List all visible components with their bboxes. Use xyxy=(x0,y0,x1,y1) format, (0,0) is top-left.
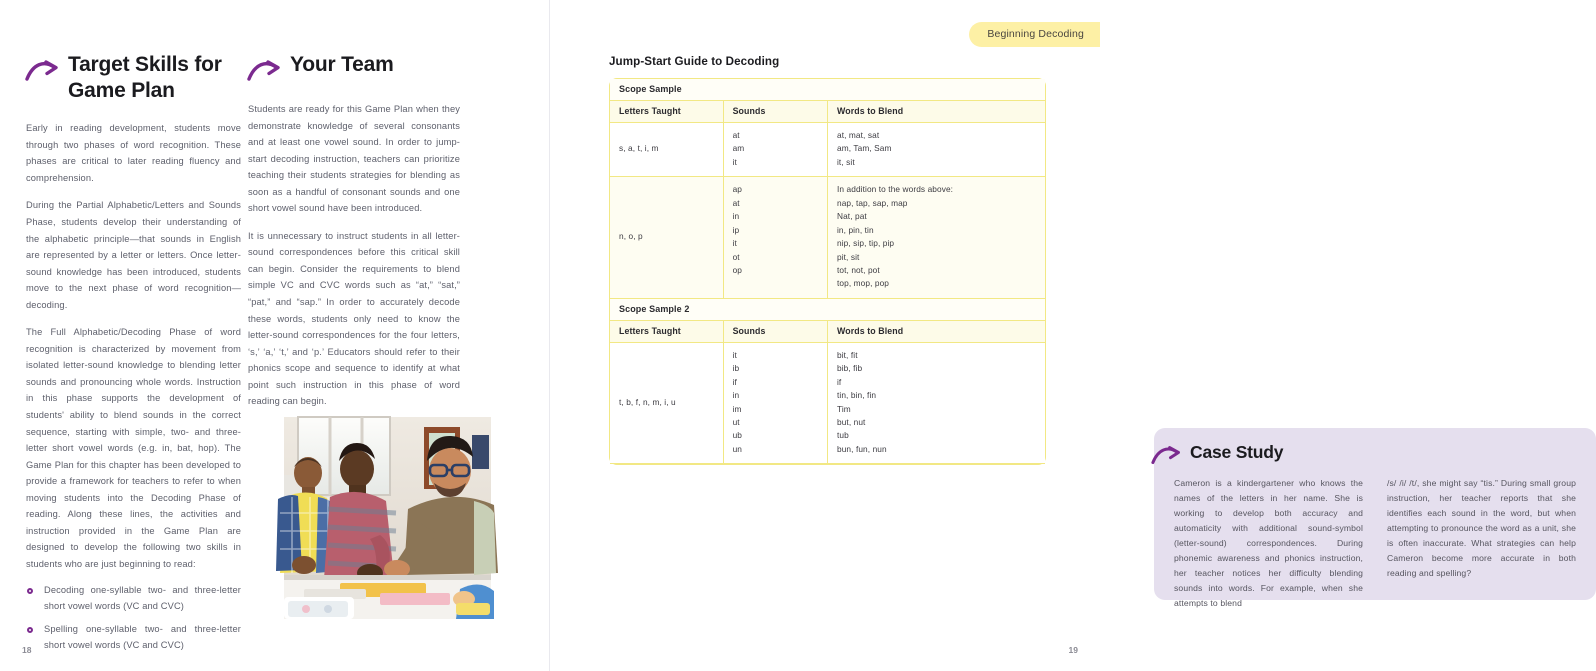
case-study-panel xyxy=(1154,428,1596,609)
column-header-words: Words to Blend xyxy=(827,101,1045,123)
scope-table xyxy=(609,78,1046,465)
table-header-row xyxy=(610,101,1045,123)
target-skills-copy xyxy=(26,120,241,654)
column-header-sounds: Sounds xyxy=(723,101,827,123)
table-band-row xyxy=(610,79,1045,101)
column-header-words: Words to Blend xyxy=(827,320,1045,342)
list-item xyxy=(26,622,241,654)
target-skills-list xyxy=(26,583,241,654)
table-row xyxy=(610,342,1045,464)
case-study-heading xyxy=(1152,442,1576,466)
chapter-badge: Beginning Decoding xyxy=(969,22,1100,47)
table-band-row xyxy=(610,298,1045,320)
band-label: Scope Sample xyxy=(610,79,1045,101)
list-item-label: Decoding one-syllable two- and three-letter short vowel words (VC and CVC) xyxy=(44,585,241,612)
guide-title: Jump-Start Guide to Decoding xyxy=(609,55,780,68)
case-study-body xyxy=(1174,476,1576,611)
cell-letters-taught: n, o, p xyxy=(610,177,723,299)
column-header-letters: Letters Taught xyxy=(610,101,723,123)
table-row xyxy=(610,123,1045,177)
cell-letters-taught: t, b, f, n, m, i, u xyxy=(610,342,723,464)
page-number-left: 18 xyxy=(22,645,32,655)
case-study-title: Case Study xyxy=(1190,442,1284,462)
page-number-right: 19 xyxy=(1068,645,1078,655)
cell-sounds: at am it xyxy=(723,123,827,177)
paragraph: /s/ /i/ /t/, she might say “tis.” During small group instruction, her teacher reports that she identifies each sound in the word, but when attempting to pronounce the word as a unit, she is often inaccurate. What strategies can help Cameron become more accurate in both reading and spelling? xyxy=(1387,478,1576,579)
paragraph: Cameron is a kindergartener who knows the names of the letters in her name. She is working to develop both accuracy and automaticity with additional sound-symbol (letter-sound) correspondences. During phonemic awareness and phonics instruction, her teacher notices her difficulty blending sounds into words. For example, when she attempts to blend xyxy=(1174,478,1363,609)
paragraph: It is unnecessary to instruct students in all letter-sound correspondences before this critical skill can begin. Consider the requirements to blend simple VC and CVC words such as “at,” “sat,” “pat,” and “sap.” In order to accurately decode these words, students only need to know the letter-sound correspondences for the four letters, ‘s,’ ‘a,’ ‘t,’ and ‘p.’ Educators should refer to their phonics scope and sequence to identify at what point such instruction in this phase of word reading can begin. xyxy=(248,230,460,407)
target-skills-heading xyxy=(26,52,241,103)
your-team-heading xyxy=(248,52,460,84)
bullet-icon xyxy=(27,588,33,594)
column-header-letters: Letters Taught xyxy=(610,320,723,342)
cell-words-to-blend: bit, fit bib, fib if tin, bin, fin Tim but, nut tub bun, fun, nun xyxy=(827,342,1045,464)
cell-words-to-blend: at, mat, sat am, Tam, Sam it, sit xyxy=(827,123,1045,177)
cell-words-to-blend: In addition to the words above: nap, tap, sap, map Nat, pat in, pin, tin nip, sip, tip, pip pit, sit tot, not, pot top, mop, pop xyxy=(827,177,1045,299)
classroom-photo xyxy=(284,417,491,619)
page-title: Target Skills for Game Plan xyxy=(68,53,222,102)
cell-letters-taught: s, a, t, i, m xyxy=(610,123,723,177)
cell-sounds: ap at in ip it ot op xyxy=(723,177,827,299)
your-team-copy xyxy=(248,101,460,410)
your-team-column xyxy=(248,52,460,410)
bullet-icon xyxy=(27,627,33,633)
paragraph: The Full Alphabetic/Decoding Phase of word recognition is characterized by movement from isolated letter-sound knowledge to blending letter sounds and pronouncing whole words. Instruction in this phase supports the development of students' ability to blend sounds in the correct sequence, starting with simple, two- and three-letter short vowel words (e.g. in, bat, hop). The Game Plan for this chapter has been developed to provide a framework for teachers to refer to when moving students into the Decoding Phase of reading. Along these lines, the activities and instruction provided in the Game Plan are designed to develop the following two skills in students who are just beginning to read: xyxy=(26,327,241,569)
section-title: Your Team xyxy=(290,53,394,76)
list-item xyxy=(26,583,241,615)
list-item-label: Spelling one-syllable two- and three-letter short vowel words (VC and CVC) xyxy=(44,624,241,651)
curved-arrow-right-icon xyxy=(26,58,60,84)
table-row xyxy=(610,177,1045,299)
right-page xyxy=(550,0,1576,671)
curved-arrow-right-icon xyxy=(248,58,282,84)
paragraph: Students are ready for this Game Plan when they demonstrate knowledge of several consonants and at least one vowel sound. In order to jump-start decoding instruction, teachers can prioritize teaching their students strategies for blending as soon as a handful of consonant sounds and one short vowel sound have been introduced. xyxy=(248,104,460,214)
paragraph: During the Partial Alphabetic/Letters and Sounds Phase, students develop their understanding of the alphabetic principle—that sounds in English are represented by a letter or letters. Once letter-sound knowledge has been introduced, students move to the next phase of word recognition—decoding. xyxy=(26,200,241,310)
target-skills-column xyxy=(26,52,241,661)
paragraph: Early in reading development, students move through two phases of word recognition. These phases are critical to later reading fluency and comprehension. xyxy=(26,123,241,183)
band-label: Scope Sample 2 xyxy=(610,298,1045,320)
left-page xyxy=(0,0,550,671)
curved-arrow-right-icon xyxy=(1152,444,1182,466)
column-header-sounds: Sounds xyxy=(723,320,827,342)
cell-sounds: it ib if in im ut ub un xyxy=(723,342,827,464)
table-header-row xyxy=(610,320,1045,342)
